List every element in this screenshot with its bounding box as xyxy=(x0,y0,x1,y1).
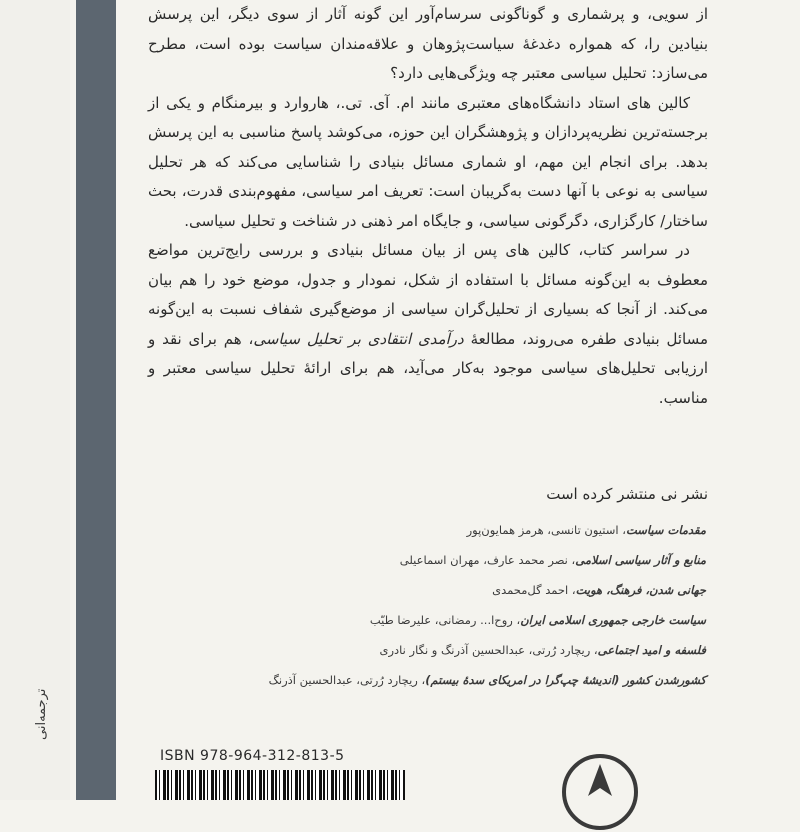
list-item: منابع و آثار سیاسی اسلامی، نصر محمد عارف، مهران اسماعیلی xyxy=(399,553,706,567)
barcode xyxy=(155,770,405,800)
paragraph-3-tail: ، هم برای نقد و ارزیابی تحلیل‌های سیاسی موجود به‌کار می‌آید، هم برای ارائهٔ تحلیل سیاسی معتبر و مناسب. xyxy=(148,329,708,407)
list-item: فلسفه و امید اجتماعی، ریچارد رُرتی، عبدالحسین آذرنگ و نگار نادری xyxy=(379,643,706,657)
spine-title: ترجمه‌انی xyxy=(34,688,49,740)
isbn-label: ISBN 978-964-312-813-5 xyxy=(160,748,345,764)
list-item: مقدمات سیاست، استیون تانسی، هرمز همایون‌پور xyxy=(466,523,706,537)
list-item: کشورشدن کشور (اندیشهٔ چپ‌گرا در امریکای سدهٔ بیستم)، ریچارد رُرتی، عبدالحسین آذرنگ xyxy=(268,673,706,687)
publisher-logo-icon xyxy=(560,752,640,832)
list-item: سیاست خارجی جمهوری اسلامی ایران، روح‌ا... رمضانی، علیرضا طیّب xyxy=(369,613,706,627)
list-item: جهانی شدن، فرهنگ، هویت، احمد گل‌محمدی xyxy=(492,583,706,597)
paragraph-3-lead: در سراسر کتاب، کالین های پس از بیان مسائل بنیادی و بررسی رایج‌ترین مواضع معطوف به این‌گونه مسائل با استفاده از شکل، نمودار و جدول، موضع خود را هم بیان می‌کند. از آنجا که بسیاری از تحلیل‌گران سیاسی از موضع‌گیری شفاف نسبت به این‌گونه مسائل بنیادی طفره می‌روند، مطالعهٔ xyxy=(148,241,708,348)
book-title-italic: درآمدی انتقادی بر تحلیل سیاسی xyxy=(253,329,464,348)
publisher-heading: نشر نی منتشر کرده است xyxy=(546,485,708,503)
paragraph-1: از سویی، و پرشماری و گوناگونی سرسام‌آور این گونه آثار از سوی دیگر، این پرسش بنیادین را، که همواره دغدغهٔ سیاست‌پژوهان و علاقه‌مندان سیاست بوده است، مطرح می‌سازد: تحلیل سیاسی معتبر چه ویژگی‌هایی دارد؟ xyxy=(148,5,708,82)
related-books xyxy=(148,515,708,695)
back-cover-description xyxy=(148,0,708,413)
publisher-list xyxy=(148,485,708,695)
paragraph-2: کالین های استاد دانشگاه‌های معتبری مانند ام. آی. تی.، هاروارد و بیرمنگام و یکی از برجسته‌ترین نظریه‌پردازان و پژوهشگران این حوزه، می‌کوشد پاسخ مناسبی به این پرسش بدهد. برای انجام این مهم، او شماری مسائل بنیادی را شناسایی می‌کند که هر تحلیل سیاسی به نوعی با آنها دست به‌گریبان است: تعریف امر سیاسی، مفهوم‌بندی قدرت، بحث ساختار/ کارگزاری، دگرگونی سیاسی، و جایگاه امر ذهنی در شناخت و تحلیل سیاسی. xyxy=(148,93,708,230)
spine-color-band xyxy=(76,0,116,800)
paragraph-3 xyxy=(148,236,708,413)
